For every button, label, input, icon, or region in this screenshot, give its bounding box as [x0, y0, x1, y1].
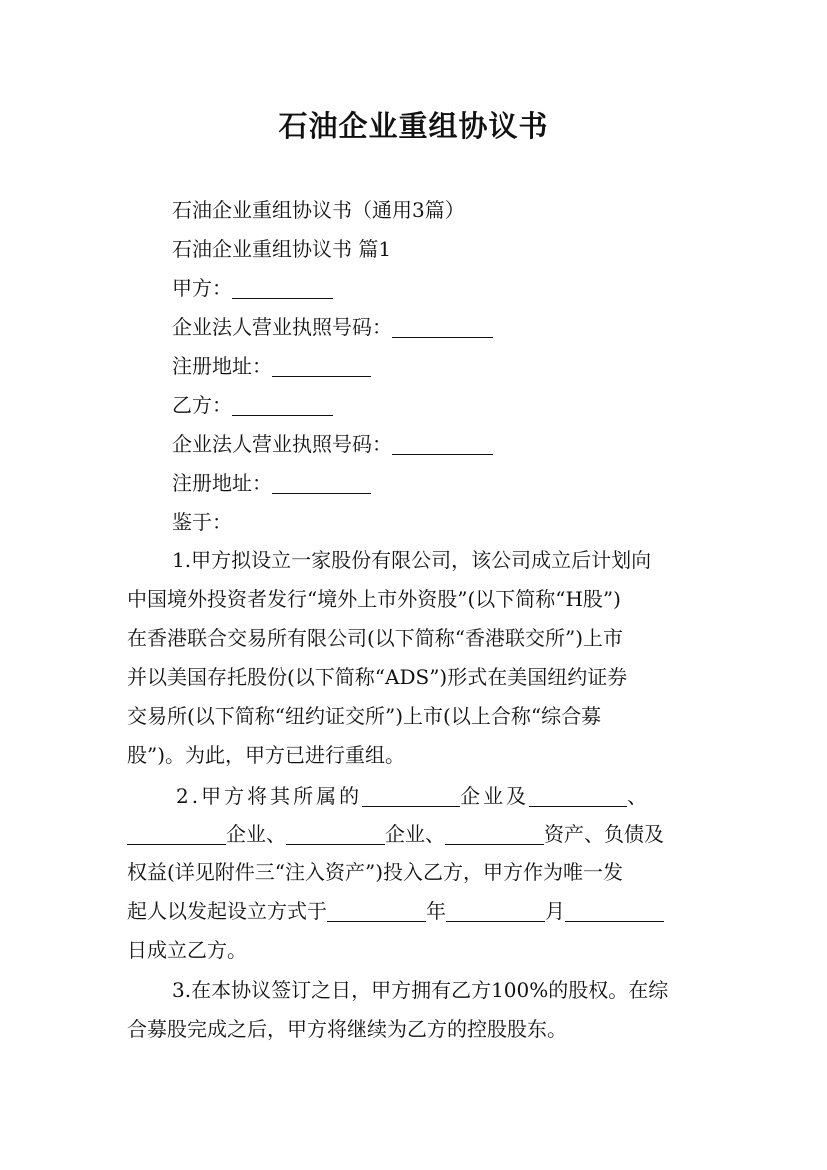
p2-blank-month[interactable]: [446, 899, 545, 922]
paragraph-2-line-2: [127, 820, 664, 848]
p2-blank-day[interactable]: [565, 899, 664, 922]
address-b-line: [172, 469, 371, 497]
party-b-line: [172, 391, 333, 419]
address-a-label: 注册地址：: [172, 354, 272, 378]
p2-text-a: 2.甲方将其所属的: [176, 784, 363, 808]
paragraph-2-line-4: [127, 897, 664, 925]
license-a-blank[interactable]: [392, 315, 493, 338]
address-a-blank[interactable]: [272, 354, 371, 377]
paragraph-1-line-2: 中国境外投资者发行“境外上市外资股”(以下简称“H股”): [127, 587, 621, 611]
paragraph-2-line-1: [176, 782, 650, 810]
paragraph-2-line-5: 日成立乙方。: [127, 938, 247, 962]
p2-text-e: 企业、: [385, 822, 445, 846]
party-a-label: 甲方：: [172, 276, 232, 300]
p2-text-d: 企业、: [226, 822, 286, 846]
paragraph-3-line-1: 3.在本协议签订之日，甲方拥有乙方100%的股权。在综: [172, 978, 669, 1002]
p2-text-h: 年: [426, 899, 446, 923]
license-b-label: 企业法人营业执照号码：: [172, 432, 392, 456]
p2-blank-1[interactable]: [362, 784, 460, 807]
paragraph-2-line-3: 权益(详见附件三“注入资产”)投入乙方，甲方作为唯一发: [127, 860, 624, 884]
paragraph-1-line-3: 在香港联合交易所有限公司(以下简称“香港联交所”)上市: [127, 626, 624, 650]
party-a-line: [172, 274, 333, 302]
p2-blank-5[interactable]: [445, 822, 544, 845]
address-a-line: [172, 352, 371, 380]
p2-text-f: 资产、负债及: [544, 822, 664, 846]
paragraph-1-line-1: 1.甲方拟设立一家股份有限公司，该公司成立后计划向: [172, 548, 652, 572]
party-b-blank[interactable]: [232, 393, 333, 416]
paragraph-1-line-6: 股”)。为此，甲方已进行重组。: [127, 743, 406, 767]
p2-text-b: 企业及: [460, 784, 530, 808]
address-b-blank[interactable]: [272, 471, 371, 494]
license-a-label: 企业法人营业执照号码：: [172, 315, 392, 339]
license-b-blank[interactable]: [392, 432, 493, 455]
p2-blank-2[interactable]: [529, 784, 627, 807]
party-a-blank[interactable]: [232, 276, 333, 299]
address-b-label: 注册地址：: [172, 471, 272, 495]
document-subtitle: 石油企业重组协议书（通用3篇）: [172, 198, 465, 222]
p2-blank-3[interactable]: [127, 822, 226, 845]
p2-blank-year[interactable]: [327, 899, 426, 922]
paragraph-1-line-5: 交易所(以下简称“纽约证交所”)上市(以上合称“综合募: [127, 704, 602, 728]
section-heading: 石油企业重组协议书 篇1: [172, 237, 392, 261]
paragraph-1-line-4: 并以美国存托股份(以下简称“ADS”)形式在美国纽约证券: [127, 665, 628, 689]
party-b-label: 乙方：: [172, 393, 232, 417]
whereas-label: 鉴于：: [172, 510, 232, 534]
p2-blank-4[interactable]: [286, 822, 385, 845]
p2-text-i: 月: [545, 899, 565, 923]
license-b-line: [172, 430, 493, 458]
p2-text-g: 起人以发起设立方式于: [127, 899, 327, 923]
document-title: 石油企业重组协议书: [278, 109, 549, 143]
paragraph-3-line-2: 合募股完成之后，甲方将继续为乙方的控股股东。: [127, 1017, 567, 1041]
p2-text-c: 、: [627, 784, 651, 808]
license-a-line: [172, 313, 493, 341]
